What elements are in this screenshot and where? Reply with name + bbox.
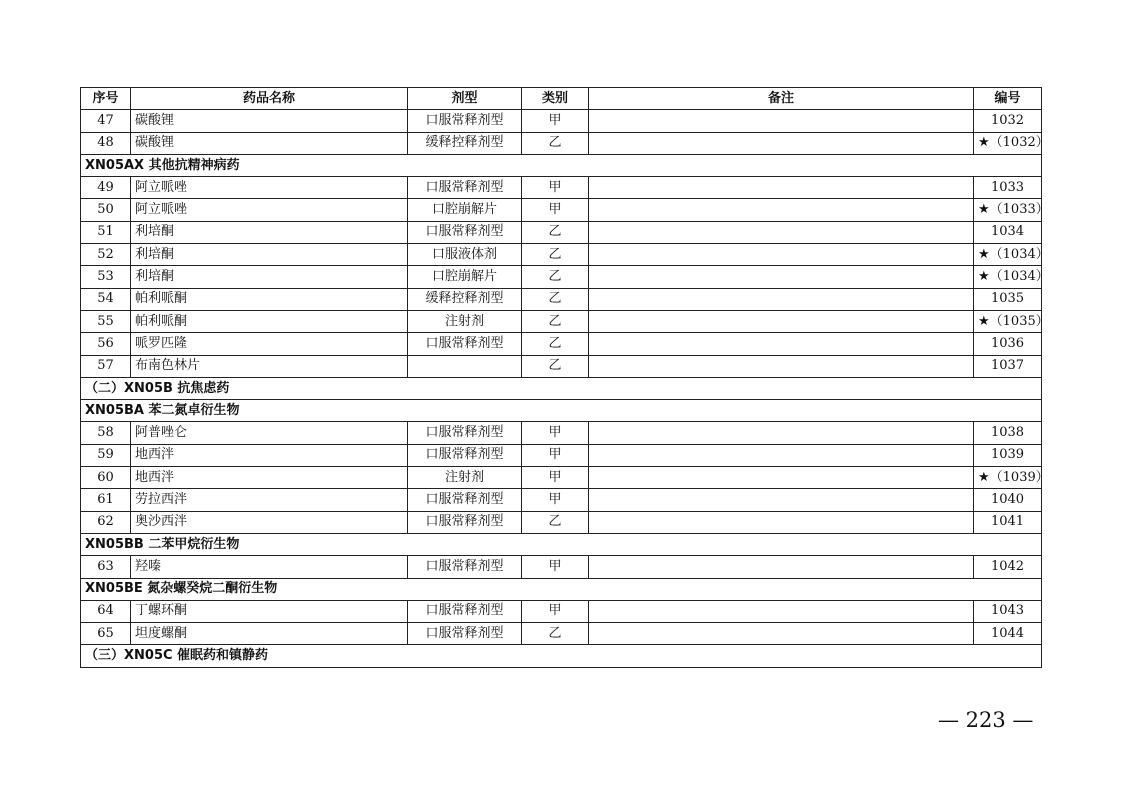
row-number: 61 [81,489,131,511]
table-row [81,132,1042,154]
section-label: XN05AX 其他抗精神病药 [81,154,1042,176]
category-cell: 乙 [522,288,589,310]
dosage-form: 口服常释剂型 [408,444,522,466]
table-row [81,355,1042,377]
category-cell: 乙 [522,221,589,243]
drug-name: 丁螺环酮 [131,600,408,622]
code-cell: 1032 [974,110,1042,132]
drug-name: 地西泮 [131,467,408,489]
note-cell [589,422,974,444]
row-number: 48 [81,132,131,154]
code-cell: 1044 [974,623,1042,645]
dosage-form: 口服液体剂 [408,244,522,266]
row-number: 56 [81,333,131,355]
dosage-form: 口服常释剂型 [408,556,522,578]
drug-name: 阿普唑仑 [131,422,408,444]
header-dosage-form: 剂型 [408,88,522,110]
code-cell: ★（1032） [974,132,1042,154]
category-cell: 甲 [522,489,589,511]
drug-name: 羟嗪 [131,556,408,578]
dosage-form: 口服常释剂型 [408,333,522,355]
note-cell [589,489,974,511]
category-cell: 甲 [522,199,589,221]
note-cell [589,132,974,154]
dosage-form: 注射剂 [408,467,522,489]
code-cell: ★（1035） [974,310,1042,332]
row-number: 54 [81,288,131,310]
dosage-form: 口服常释剂型 [408,110,522,132]
note-cell [589,199,974,221]
note-cell [589,288,974,310]
section-row [81,377,1042,399]
category-cell: 乙 [522,244,589,266]
note-cell [589,623,974,645]
code-cell: 1036 [974,333,1042,355]
section-label: （三）XN05C 催眠药和镇静药 [81,645,1042,667]
drug-name: 碳酸锂 [131,132,408,154]
dosage-form: 口服常释剂型 [408,511,522,533]
row-number: 60 [81,467,131,489]
drug-name: 哌罗匹隆 [131,333,408,355]
code-cell: 1040 [974,489,1042,511]
table-row [81,310,1042,332]
code-cell: 1038 [974,422,1042,444]
note-cell [589,600,974,622]
table-row [81,489,1042,511]
note-cell [589,556,974,578]
section-row [81,533,1042,555]
note-cell [589,511,974,533]
row-number: 47 [81,110,131,132]
code-cell: ★（1034） [974,266,1042,288]
table-row [81,600,1042,622]
table-row [81,199,1042,221]
category-cell: 乙 [522,333,589,355]
row-number: 55 [81,310,131,332]
header-no: 序号 [81,88,131,110]
table-row [81,623,1042,645]
section-row [81,154,1042,176]
drug-name: 碳酸锂 [131,110,408,132]
dosage-form: 口服常释剂型 [408,177,522,199]
drug-list-table [80,87,1049,668]
header-category: 类别 [522,88,589,110]
drug-name: 帕利哌酮 [131,288,408,310]
note-cell [589,355,974,377]
table-row [81,444,1042,466]
code-cell: 1039 [974,444,1042,466]
category-cell: 乙 [522,355,589,377]
code-cell: 1033 [974,177,1042,199]
section-label: XN05BA 苯二氮卓衍生物 [81,400,1042,422]
table-row [81,221,1042,243]
section-row [81,400,1042,422]
header-note: 备注 [589,88,974,110]
header-drug-name: 药品名称 [131,88,408,110]
table-row [81,266,1042,288]
dosage-form: 注射剂 [408,310,522,332]
row-number: 58 [81,422,131,444]
table-row [81,422,1042,444]
code-cell: 1043 [974,600,1042,622]
code-cell: 1034 [974,221,1042,243]
note-cell [589,333,974,355]
drug-name: 利培酮 [131,266,408,288]
page-number: — 223 — [938,708,1034,732]
category-cell: 甲 [522,110,589,132]
category-cell: 甲 [522,600,589,622]
header-code: 编号 [974,88,1042,110]
dosage-form: 口服常释剂型 [408,422,522,444]
row-number: 59 [81,444,131,466]
table-row [81,511,1042,533]
dosage-form: 口服常释剂型 [408,489,522,511]
drug-name: 利培酮 [131,244,408,266]
code-cell: ★（1039） [974,467,1042,489]
drug-name: 奥沙西泮 [131,511,408,533]
section-label: XN05BE 氮杂螺癸烷二酮衍生物 [81,578,1042,600]
table-row [81,177,1042,199]
category-cell: 乙 [522,266,589,288]
drug-name: 布南色林片 [131,355,408,377]
category-cell: 乙 [522,623,589,645]
table-row [81,556,1042,578]
category-cell: 乙 [522,310,589,332]
note-cell [589,467,974,489]
code-cell: 1042 [974,556,1042,578]
table-header-row [81,88,1042,110]
section-row [81,578,1042,600]
dosage-form: 缓释控释剂型 [408,288,522,310]
category-cell: 甲 [522,556,589,578]
table-row [81,467,1042,489]
row-number: 63 [81,556,131,578]
row-number: 51 [81,221,131,243]
dosage-form: 口腔崩解片 [408,199,522,221]
code-cell: 1041 [974,511,1042,533]
drug-name: 阿立哌唑 [131,177,408,199]
row-number: 62 [81,511,131,533]
row-number: 65 [81,623,131,645]
row-number: 52 [81,244,131,266]
category-cell: 甲 [522,422,589,444]
code-cell: 1037 [974,355,1042,377]
row-number: 64 [81,600,131,622]
drug-name: 坦度螺酮 [131,623,408,645]
table-row [81,110,1042,132]
row-number: 53 [81,266,131,288]
drug-name: 阿立哌唑 [131,199,408,221]
note-cell [589,444,974,466]
category-cell: 乙 [522,511,589,533]
code-cell: 1035 [974,288,1042,310]
drug-name: 利培酮 [131,221,408,243]
dosage-form: 口服常释剂型 [408,221,522,243]
row-number: 50 [81,199,131,221]
drug-name: 帕利哌酮 [131,310,408,332]
dosage-form: 口服常释剂型 [408,623,522,645]
note-cell [589,110,974,132]
category-cell: 甲 [522,177,589,199]
drug-name: 劳拉西泮 [131,489,408,511]
table-row [81,288,1042,310]
row-number: 49 [81,177,131,199]
category-cell: 甲 [522,444,589,466]
section-label: （二）XN05B 抗焦虑药 [81,377,1042,399]
table-body [81,110,1049,667]
table-row [81,333,1042,355]
note-cell [589,221,974,243]
note-cell [589,244,974,266]
table-row [81,244,1042,266]
dosage-form [408,355,522,377]
code-cell: ★（1034） [974,244,1042,266]
note-cell [589,177,974,199]
dosage-form: 口腔崩解片 [408,266,522,288]
dosage-form: 缓释控释剂型 [408,132,522,154]
dosage-form: 口服常释剂型 [408,600,522,622]
category-cell: 乙 [522,132,589,154]
note-cell [589,310,974,332]
code-cell: ★（1033） [974,199,1042,221]
section-label: XN05BB 二苯甲烷衍生物 [81,533,1042,555]
category-cell: 甲 [522,467,589,489]
note-cell [589,266,974,288]
drug-name: 地西泮 [131,444,408,466]
row-number: 57 [81,355,131,377]
section-row [81,645,1042,667]
